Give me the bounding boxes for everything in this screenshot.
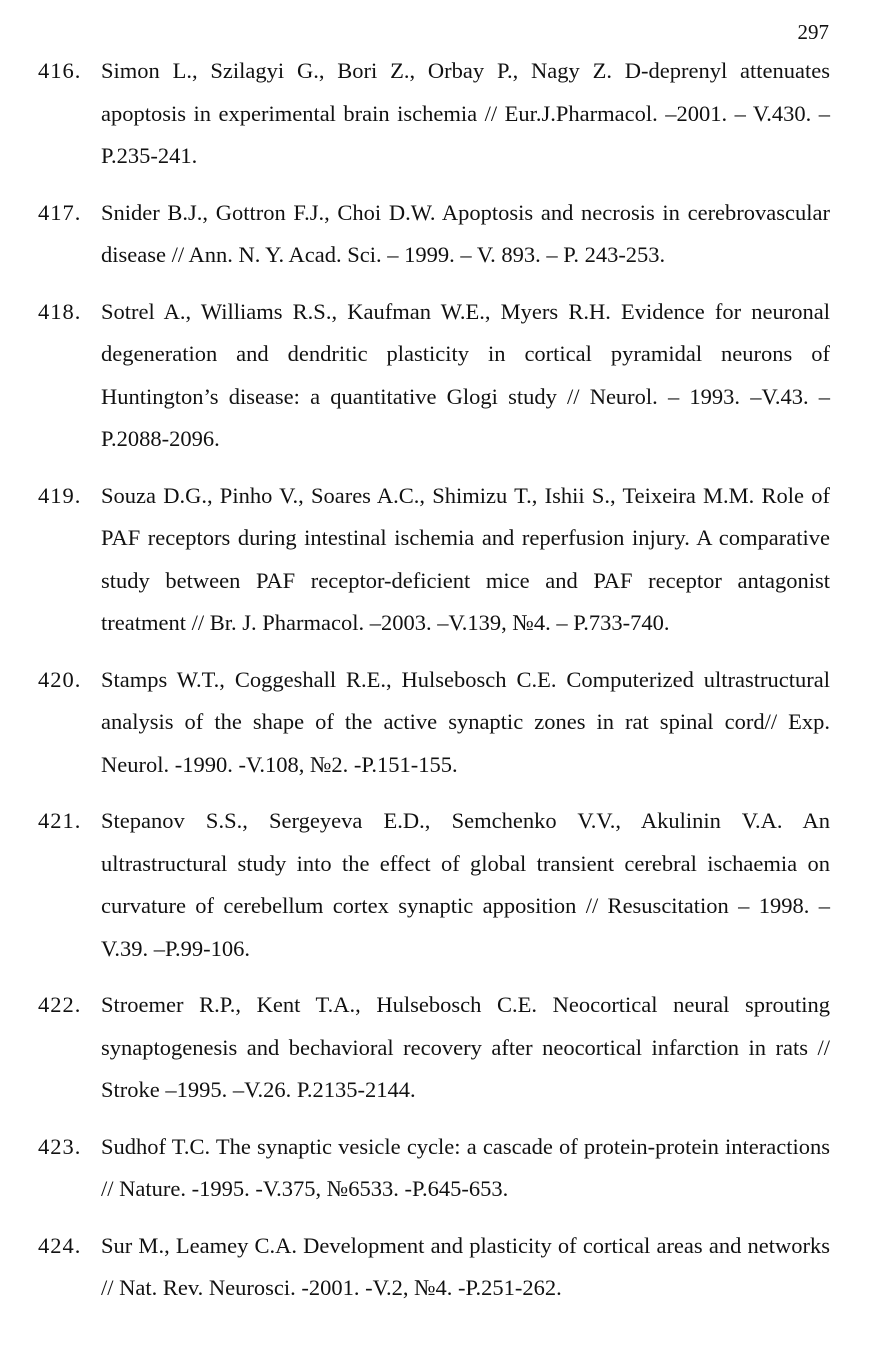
reference-item — [38, 800, 830, 970]
reference-item — [38, 192, 830, 277]
reference-text: Sur M., Leamey C.A. Development and plasticity of cortical areas and networks // Nat. Rev. Neurosci. -2001. -V.2, №4. -P.251-262. — [101, 1232, 830, 1300]
reference-item — [38, 659, 830, 787]
reference-item — [38, 291, 830, 461]
reference-text: Simon L., Szilagyi G., Bori Z., Orbay P., Nagy Z. D-deprenyl attenuates apoptosis in experimental brain ischemia // Eur.J.Pharmacol. –2001. – V.430. –P.235-241. — [101, 58, 830, 168]
reference-item — [38, 475, 830, 645]
reference-number: 422. — [38, 992, 82, 1017]
reference-item — [38, 1126, 830, 1211]
reference-number: 424. — [38, 1232, 82, 1258]
reference-number: 417. — [38, 199, 82, 225]
reference-number: 416. — [38, 58, 82, 83]
reference-number: 421. — [38, 808, 82, 833]
reference-number: 420. — [38, 666, 82, 692]
reference-item — [38, 50, 830, 178]
reference-item — [38, 984, 830, 1112]
page-number: 297 — [797, 20, 829, 44]
reference-number: 419. — [38, 482, 82, 508]
reference-item — [38, 1225, 830, 1310]
reference-text: Snider B.J., Gottron F.J., Choi D.W. Apoptosis and necrosis in cerebrovascular disease // Ann. N. Y. Acad. Sci. – 1999. – V. 893. – P. 243-253. — [101, 199, 830, 267]
reference-text: Sotrel A., Williams R.S., Kaufman W.E., Myers R.H. Evidence for neuronal degeneration and dendritic plasticity in cortical pyramidal neurons of Huntington’s disease: a quantitative Glogi study // Neurol. – 1993. –V.43. – P.2088-2096. — [101, 298, 830, 451]
reference-text: Souza D.G., Pinho V., Soares A.C., Shimizu T., Ishii S., Teixeira M.M. Role of PAF receptors during intestinal ischemia and reperfusion injury. A comparative study between PAF receptor-deficient mice and PAF receptor antagonist treatment // Br. J. Pharmacol. –2003. –V.139, №4. – P.733-740. — [101, 482, 830, 635]
reference-text: Stroemer R.P., Kent T.A., Hulsebosch C.E. Neocortical neural sprouting synaptogenesis and bechavioral recovery after neocortical infarction in rats // Stroke –1995. –V.26. P.2135-2144. — [101, 992, 830, 1102]
reference-number: 418. — [38, 298, 82, 324]
reference-text: Stamps W.T., Coggeshall R.E., Hulsebosch C.E. Computerized ultrastructural analysis of the shape of the active synaptic zones in rat spinal cord// Exp. Neurol. -1990. -V.108, №2. -P.151-155. — [101, 666, 830, 777]
reference-text: Stepanov S.S., Sergeyeva E.D., Semchenko V.V., Akulinin V.A. An ultrastructural study into the effect of global transient cerebral ischaemia on curvature of cerebellum cortex synaptic apposition // Resuscitation – 1998. –V.39. –P.99-106. — [101, 808, 830, 961]
reference-number: 423. — [38, 1133, 82, 1159]
reference-text: Sudhof T.C. The synaptic vesicle cycle: a cascade of protein-protein interactions // Nature. -1995. -V.375, №6533. -P.645-653. — [101, 1133, 830, 1201]
reference-list — [38, 50, 830, 1324]
